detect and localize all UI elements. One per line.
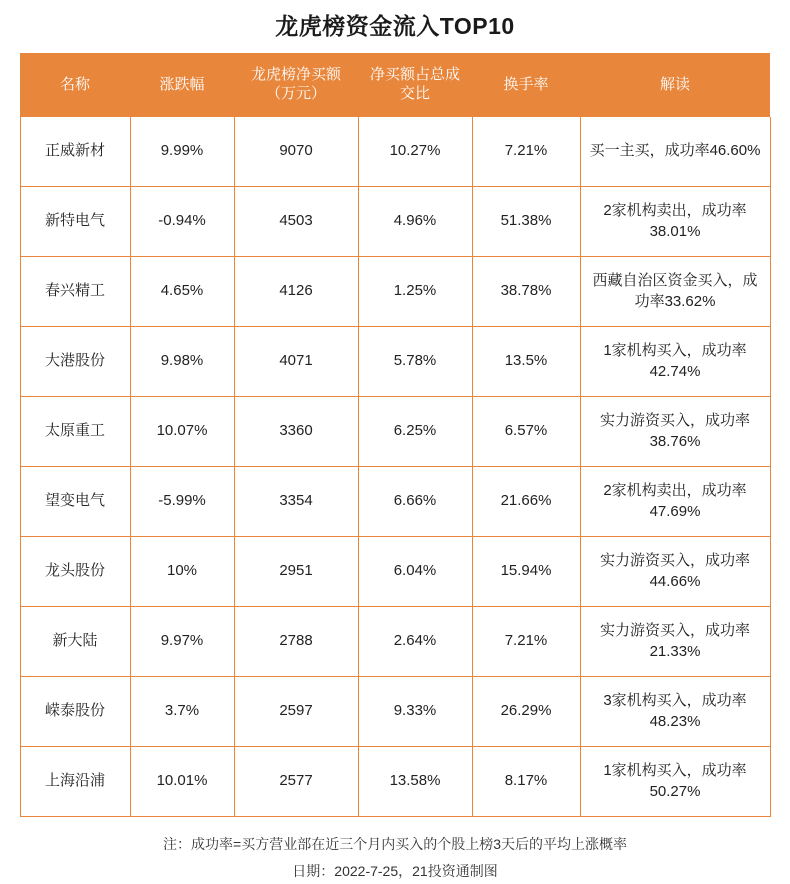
cell-ratio: 1.25% [358, 257, 472, 327]
cell-turnover: 7.21% [472, 117, 580, 187]
cell-change: -5.99% [130, 467, 234, 537]
table-row [20, 537, 770, 607]
cell-name: 龙头股份 [20, 537, 130, 607]
cell-note: 西藏自治区资金买入，成功率33.62% [580, 257, 770, 327]
cell-turnover: 21.66% [472, 467, 580, 537]
table-row [20, 607, 770, 677]
column-header-change: 涨跌幅 [130, 53, 234, 117]
footnote [0, 831, 790, 884]
cell-note: 2家机构卖出，成功率38.01% [580, 187, 770, 257]
cell-change: 4.65% [130, 257, 234, 327]
cell-turnover: 8.17% [472, 747, 580, 817]
cell-name: 大港股份 [20, 327, 130, 397]
cell-change: 10.07% [130, 397, 234, 467]
cell-name: 新大陆 [20, 607, 130, 677]
cell-net-buy: 2597 [234, 677, 358, 747]
cell-ratio: 6.66% [358, 467, 472, 537]
table-row [20, 187, 770, 257]
table-row [20, 677, 770, 747]
cell-name: 太原重工 [20, 397, 130, 467]
footnote-line-2: 日期：2022-7-25，21投资通制图 [292, 862, 498, 879]
cell-turnover: 51.38% [472, 187, 580, 257]
cell-name: 嵘泰股份 [20, 677, 130, 747]
cell-change: 9.99% [130, 117, 234, 187]
cell-note: 1家机构买入，成功率50.27% [580, 747, 770, 817]
cell-net-buy: 3360 [234, 397, 358, 467]
table-row [20, 467, 770, 537]
cell-ratio: 9.33% [358, 677, 472, 747]
cell-name: 上海沿浦 [20, 747, 130, 817]
cell-change: 10% [130, 537, 234, 607]
cell-turnover: 7.21% [472, 607, 580, 677]
cell-name: 正威新材 [20, 117, 130, 187]
page-title: 龙虎榜资金流入TOP10 [275, 13, 515, 39]
column-header-net-buy: 龙虎榜净买额（万元） [234, 53, 358, 117]
cell-net-buy: 4071 [234, 327, 358, 397]
cell-ratio: 6.25% [358, 397, 472, 467]
cell-note: 实力游资买入，成功率21.33% [580, 607, 770, 677]
table-body [20, 117, 770, 817]
cell-turnover: 38.78% [472, 257, 580, 327]
column-header-turnover: 换手率 [472, 53, 580, 117]
cell-note: 3家机构买入，成功率48.23% [580, 677, 770, 747]
cell-net-buy: 3354 [234, 467, 358, 537]
cell-note: 1家机构买入，成功率42.74% [580, 327, 770, 397]
cell-turnover: 26.29% [472, 677, 580, 747]
cell-turnover: 13.5% [472, 327, 580, 397]
cell-net-buy: 9070 [234, 117, 358, 187]
cell-note: 实力游资买入，成功率44.66% [580, 537, 770, 607]
cell-ratio: 10.27% [358, 117, 472, 187]
cell-ratio: 5.78% [358, 327, 472, 397]
table-row [20, 117, 770, 187]
cell-note: 2家机构卖出，成功率47.69% [580, 467, 770, 537]
cell-change: 10.01% [130, 747, 234, 817]
cell-name: 望变电气 [20, 467, 130, 537]
cell-turnover: 6.57% [472, 397, 580, 467]
cell-net-buy: 2577 [234, 747, 358, 817]
cell-ratio: 13.58% [358, 747, 472, 817]
column-header-note: 解读 [580, 53, 770, 117]
table-header [20, 53, 770, 117]
footnote-line-1: 注：成功率=买方营业部在近三个月内买入的个股上榜3天后的平均上涨概率 [163, 836, 627, 852]
table-header-row [20, 53, 770, 117]
cell-net-buy: 2788 [234, 607, 358, 677]
cell-net-buy: 2951 [234, 537, 358, 607]
cell-name: 春兴精工 [20, 257, 130, 327]
cell-turnover: 15.94% [472, 537, 580, 607]
table-row [20, 397, 770, 467]
cell-net-buy: 4126 [234, 257, 358, 327]
table-row [20, 327, 770, 397]
cell-change: 9.98% [130, 327, 234, 397]
cell-ratio: 2.64% [358, 607, 472, 677]
cell-change: -0.94% [130, 187, 234, 257]
cell-ratio: 6.04% [358, 537, 472, 607]
cell-name: 新特电气 [20, 187, 130, 257]
cell-ratio: 4.96% [358, 187, 472, 257]
column-header-ratio: 净买额占总成交比 [358, 53, 472, 117]
column-header-name: 名称 [20, 53, 130, 117]
cell-net-buy: 4503 [234, 187, 358, 257]
cell-change: 9.97% [130, 607, 234, 677]
cell-note: 实力游资买入，成功率38.76% [580, 397, 770, 467]
ranking-table [20, 53, 771, 817]
table-row [20, 747, 770, 817]
cell-note: 买一主买，成功率46.60% [580, 117, 770, 187]
table-row [20, 257, 770, 327]
cell-change: 3.7% [130, 677, 234, 747]
